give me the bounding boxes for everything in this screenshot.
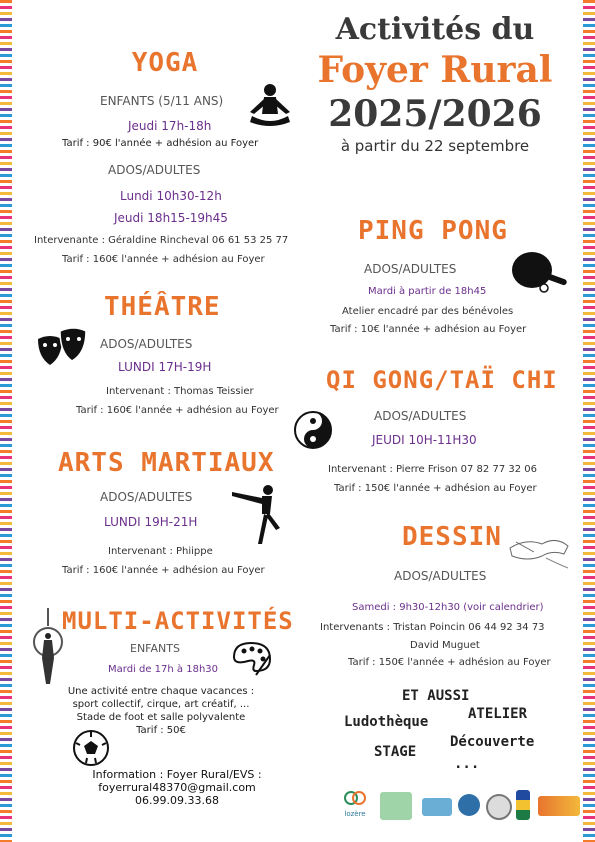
theatre-masks-icon xyxy=(34,325,90,377)
multi-tarif: Tarif : 50€ xyxy=(136,725,186,736)
yoga-children-tarif: Tarif : 90€ l'année + adhésion au Foyer xyxy=(62,138,259,149)
header-line2: Foyer Rural xyxy=(317,49,553,91)
multi-desc-line1: Une activité entre chaque vacances : xyxy=(67,686,255,697)
sponsor-logos xyxy=(340,790,584,826)
yoga-group-adults: ADOS/ADULTES xyxy=(108,163,201,177)
qigong-time: JEUDI 10H-11H30 xyxy=(372,433,477,447)
dessin-time: Samedi : 9h30-12h30 (voir calendrier) xyxy=(352,602,544,613)
info-line1: Information : Foyer Rural/EVS : xyxy=(92,768,262,781)
left-stripe-border xyxy=(0,0,12,842)
caf-logo xyxy=(422,798,452,816)
extra-ellipsis: ... xyxy=(454,756,480,772)
community-logo xyxy=(380,792,412,820)
dessin-tarif: Tarif : 150€ l'année + adhésion au Foyer xyxy=(348,657,551,668)
lozere-logo xyxy=(340,790,370,824)
arts-teacher: Intervenant : Phiippe xyxy=(108,546,213,557)
yoga-teacher: Intervenante : Géraldine Rincheval 06 61 53 25 77 xyxy=(34,235,289,246)
extra-et-aussi: ET AUSSI xyxy=(402,688,470,704)
info-email: foyerrural48370@gmail.com xyxy=(98,781,256,794)
theatre-time: LUNDI 17H-19H xyxy=(118,360,212,374)
multi-desc-line3: Stade de foot et salle polyvalente xyxy=(76,712,246,723)
ping-group: ADOS/ADULTES xyxy=(364,262,457,276)
ping-pong-paddle-icon xyxy=(510,250,570,296)
paint-palette-icon xyxy=(230,641,272,677)
soccer-ball-icon xyxy=(72,729,110,767)
dessin-group: ADOS/ADULTES xyxy=(394,569,487,583)
yoga-group-children: ENFANTS (5/11 ANS) xyxy=(100,94,224,108)
extra-stage: STAGE xyxy=(374,744,417,760)
arts-time: LUNDI 19H-21H xyxy=(104,515,198,529)
ping-tarif: Tarif : 10€ l'année + adhésion au Foyer xyxy=(330,324,527,335)
theatre-tarif: Tarif : 160€ l'année + adhésion au Foyer xyxy=(76,405,279,416)
dessin-teacher1: Intervenants : Tristan Poincin 06 44 92 34 73 xyxy=(320,622,545,633)
extra-atelier: ATELIER xyxy=(468,706,528,722)
arts-title: ARTS MARTIAUX xyxy=(58,448,275,478)
lozere-logo-text: lozère xyxy=(344,810,366,818)
theatre-teacher: Intervenant : Thomas Teissier xyxy=(106,386,254,397)
info-block xyxy=(82,768,272,807)
qigong-teacher: Intervenant : Pierre Frison 07 82 77 32 06 xyxy=(328,464,537,475)
seal-logo xyxy=(458,794,480,816)
multi-group: ENFANTS xyxy=(130,642,180,655)
round-logo xyxy=(486,794,512,820)
header-line3: 2025/2026 xyxy=(328,93,542,135)
qigong-title: QI GONG/TAÏ CHI xyxy=(326,366,558,394)
yoga-children-time: Jeudi 17h-18h xyxy=(128,119,212,133)
dessin-title: DESSIN xyxy=(402,522,502,552)
header-date: à partir du 22 septembre xyxy=(340,137,530,155)
qigong-tarif: Tarif : 150€ l'année + adhésion au Foyer xyxy=(334,483,537,494)
yoga-tarif: Tarif : 160€ l'année + adhésion au Foyer xyxy=(62,254,265,265)
info-phone: 06.99.09.33.68 xyxy=(135,794,219,807)
multi-time: Mardi de 17h à 18h30 xyxy=(108,664,219,675)
extra-ludotheque: Ludothèque xyxy=(344,714,429,730)
yoga-title: YOGA xyxy=(131,48,199,78)
arts-tarif: Tarif : 160€ l'année + adhésion au Foyer xyxy=(62,565,265,576)
multi-title: MULTI-ACTIVITÉS xyxy=(62,607,294,635)
dessin-teacher2: David Muguet xyxy=(410,640,480,651)
aerial-hoop-icon xyxy=(30,608,66,688)
foyers-ruraux-logo xyxy=(538,796,580,816)
header-line1: Activités du xyxy=(335,12,535,47)
yoga-section xyxy=(30,48,300,78)
right-stripe-border xyxy=(583,0,595,842)
yoga-pose-icon xyxy=(242,82,298,132)
yin-yang-icon xyxy=(293,410,333,450)
yoga-adults-time2: Jeudi 18h15-19h45 xyxy=(114,211,228,225)
ping-title: PING PONG xyxy=(358,216,508,246)
page-header xyxy=(300,12,570,155)
theatre-title: THÉÂTRE xyxy=(104,292,221,322)
flag-logo xyxy=(516,790,530,820)
extra-decouverte: Découverte xyxy=(450,734,535,750)
qigong-group: ADOS/ADULTES xyxy=(374,409,467,423)
martial-arts-kick-icon xyxy=(228,484,288,546)
multi-desc-line2: sport collectif, cirque, art créatif, ... xyxy=(72,699,250,710)
theatre-group: ADOS/ADULTES xyxy=(100,337,193,351)
yoga-adults-time1: Lundi 10h30-12h xyxy=(120,189,222,203)
arts-group: ADOS/ADULTES xyxy=(100,490,193,504)
ping-time: Mardi à partir de 18h45 xyxy=(368,286,487,297)
ping-teacher: Atelier encadré par des bénévoles xyxy=(342,306,514,317)
drawing-hand-icon xyxy=(506,528,572,572)
